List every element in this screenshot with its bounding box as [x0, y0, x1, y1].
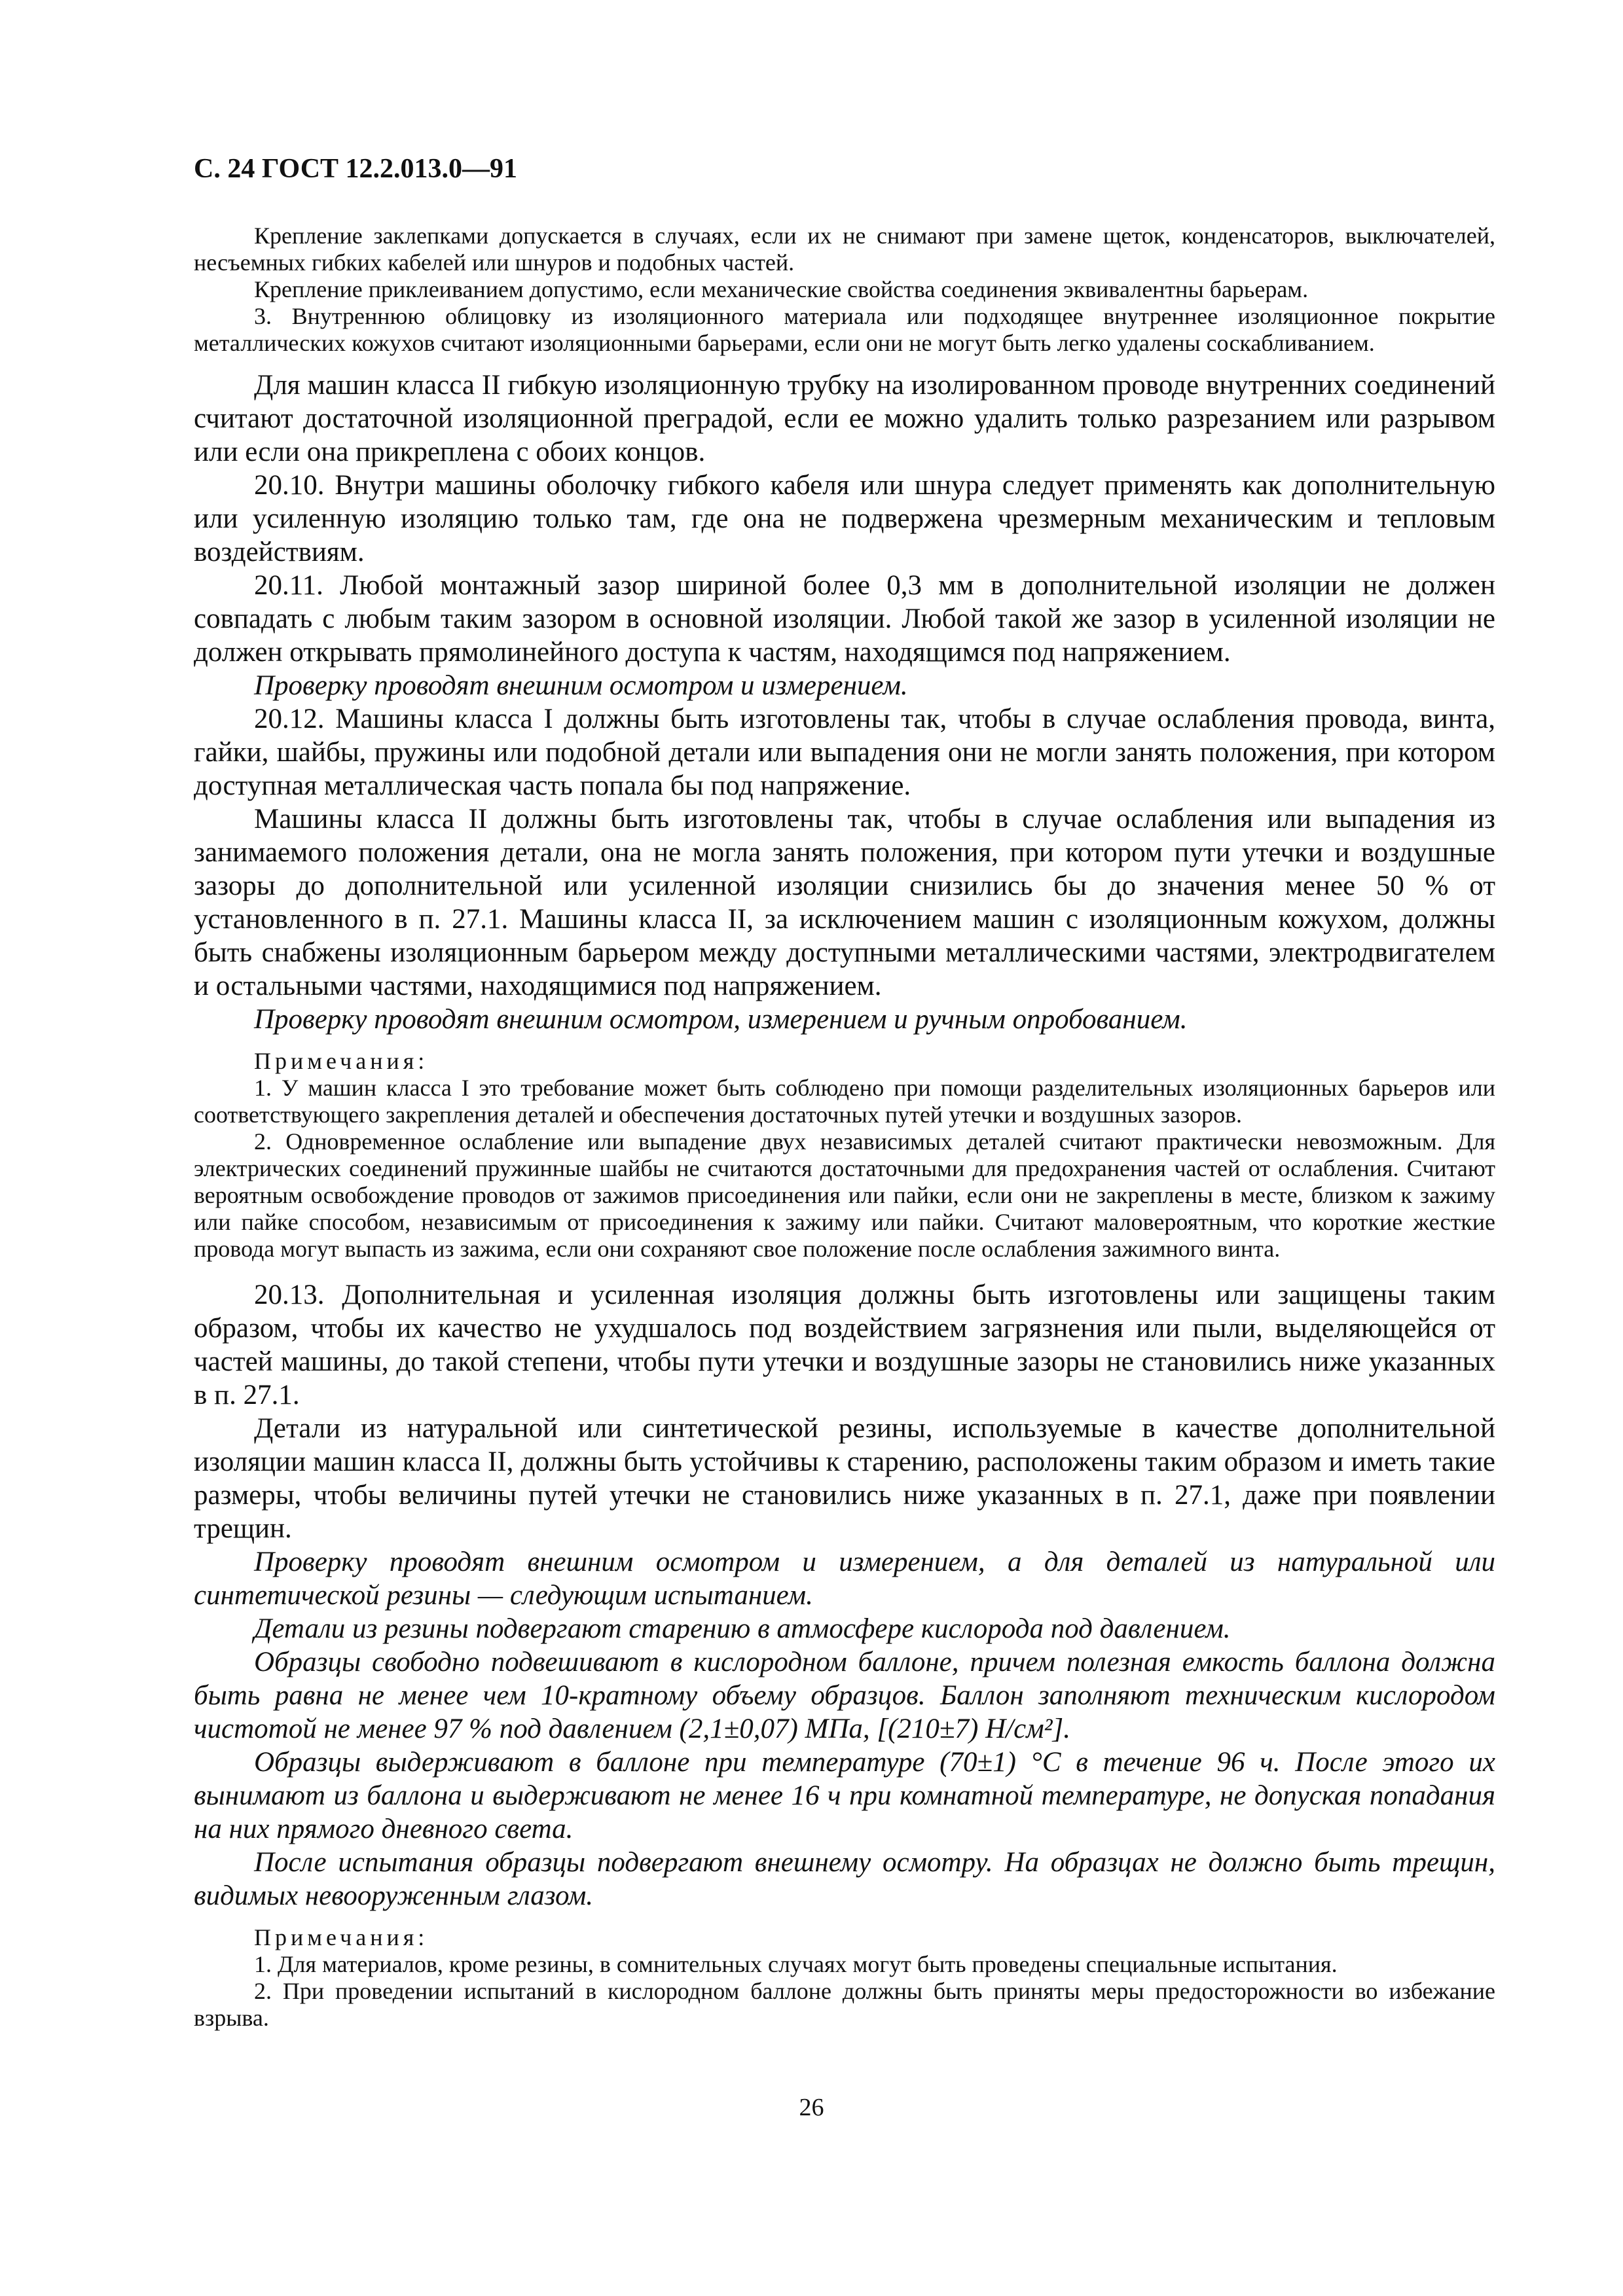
- paragraph-rubber-parts: Детали из натуральной или синтетической резины, используемые в качестве дополнительной изоляции машин класса II, должны быть устойчивы к старению, расположены таким образом и иметь такие размеры, чтобы величины путей утечки не становились ниже указанных в п. 27.1, даже при появлении трещин.: [194, 1413, 1495, 1544]
- clause-20-12: 20.12. Машины класса I должны быть изготовлены так, чтобы в случае ослабления провода, винта, гайки, шайбы, пружины или подобной детали или выпадения они не могли занять положения, при котором доступная металлическая часть попала бы под напряжение.: [194, 704, 1495, 801]
- note-2-1: 1. Для материалов, кроме резины, в сомнительных случаях могут быть проведены специальные испытания.: [254, 1951, 1338, 1977]
- notes-heading-2: Примечания:: [254, 1924, 429, 1950]
- document-page: [194, 152, 1495, 2032]
- check-note-20-11: Проверку проводят внешним осмотром и измерением.: [254, 670, 908, 701]
- paragraph-class-ii-machines: Машины класса II должны быть изготовлены так, чтобы в случае ослабления или выпадения из занимаемого положения детали, она не могла занять положения, при котором пути утечки и воздушные зазоры до дополнительной или усиленной изоляции снизились бы до значения менее 50 % от установленного в п. 27.1. Машины класса II, за исключением машин с изоляционным кожухом, должны быть снабжены изоляционным барьером между доступными металлическими частями, электродвигателем и остальными частями, находящимися под напряжением.: [194, 804, 1495, 1001]
- paragraph-lining: 3. Внутреннюю облицовку из изоляционного материала или подходящее внутреннее изоляционное покрытие металлических кожухов считают изоляционными барьерами, если они не могут быть легко удалены соскабливанием.: [194, 303, 1495, 356]
- clause-20-13: 20.13. Дополнительная и усиленная изоляция должны быть изготовлены или защищены таким образом, чтобы их качество не ухудшалось под воздействием загрязнения или пыли, выделяющейся от частей машины, до такой степени, чтобы пути утечки и воздушные зазоры не становились ниже указанных в п. 27.1.: [194, 1280, 1495, 1410]
- paragraph-samples-oxygen: Образцы свободно подвешивают в кислородном баллоне, причем полезная емкость баллона должна быть равна не менее чем 10-кратному объему образцов. Баллон заполняют техническим кислородом чистотой не менее 97 % под давлением (2,1±0,07) МПа, [(210±7) Н/см²].: [194, 1647, 1495, 1744]
- page-number: 26: [799, 2094, 824, 2121]
- document-body: [194, 223, 1495, 2032]
- notes-heading-1: Примечания:: [254, 1048, 429, 1074]
- clause-20-11: 20.11. Любой монтажный зазор шириной более 0,3 мм в дополнительной изоляции не должен совпадать с любым таким зазором в основной изоляции. Любой такой же зазор в усиленной изоляции не должен открывать прямолинейного доступа к частям, находящимся под напряжением.: [194, 570, 1495, 668]
- note-1-1: 1. У машин класса I это требование может быть соблюдено при помощи разделительных изоляционных барьеров или соответствующего закрепления деталей и обеспечения достаточных путей утечки и воздушных зазоров.: [194, 1075, 1495, 1128]
- check-note-20-12: Проверку проводят внешним осмотром, измерением и ручным опробованием.: [254, 1004, 1188, 1035]
- paragraph-gluing: Крепление приклеиванием допустимо, если механические свойства соединения эквивалентны барьерам.: [254, 276, 1309, 302]
- paragraph-inspection: После испытания образцы подвергают внешнему осмотру. На образцах не должно быть трещин, видимых невооруженным глазом.: [194, 1847, 1495, 1911]
- check-note-20-13: Проверку проводят внешним осмотром и измерением, а для деталей из натуральной или синтетической резины — следующим испытанием.: [194, 1547, 1495, 1611]
- page-header: С. 24 ГОСТ 12.2.013.0—91: [194, 154, 518, 184]
- paragraph-rivets: Крепление заклепками допускается в случаях, если их не снимают при замене щеток, конденсаторов, выключателей, несъемных гибких кабелей или шнуров и подобных частей.: [194, 223, 1495, 276]
- note-1-2: 2. Одновременное ослабление или выпадение двух независимых деталей считают практически невозможным. Для электрических соединений пружинные шайбы не считаются достаточными для предохранения частей от ослабления. Считают вероятным освобождение проводов от зажимов присоединения или пайки, если они не закреплены в месте, близком к зажиму или пайке способом, независимым от присоединения к зажиму или пайки. Считают маловероятным, что короткие жесткие провода могут выпасть из зажима, если они сохраняют свое положение после ослабления зажимного винта.: [194, 1128, 1495, 1262]
- paragraph-flexible-tube: Для машин класса II гибкую изоляционную трубку на изолированном проводе внутренних соединений считают достаточной изоляционной преградой, если ее можно удалить только разрезанием или разрывом или если она прикреплена с обоих концов.: [194, 370, 1495, 467]
- note-2-2: 2. При проведении испытаний в кислородном баллоне должны быть приняты меры предосторожности во избежание взрыва.: [194, 1978, 1495, 2031]
- clause-20-10: 20.10. Внутри машины оболочку гибкого кабеля или шнура следует применять как дополнительную или усиленную изоляцию только там, где она не подвержена чрезмерным механическим и тепловым воздействиям.: [194, 470, 1495, 567]
- paragraph-samples-temperature: Образцы выдерживают в баллоне при температуре (70±1) °С в течение 96 ч. После этого их вынимают из баллона и выдерживают не менее 16 ч при комнатной температуре, не допуская попадания на них прямого дневного света.: [194, 1747, 1495, 1844]
- paragraph-aging: Детали из резины подвергают старению в атмосфере кислорода под давлением.: [254, 1613, 1231, 1644]
